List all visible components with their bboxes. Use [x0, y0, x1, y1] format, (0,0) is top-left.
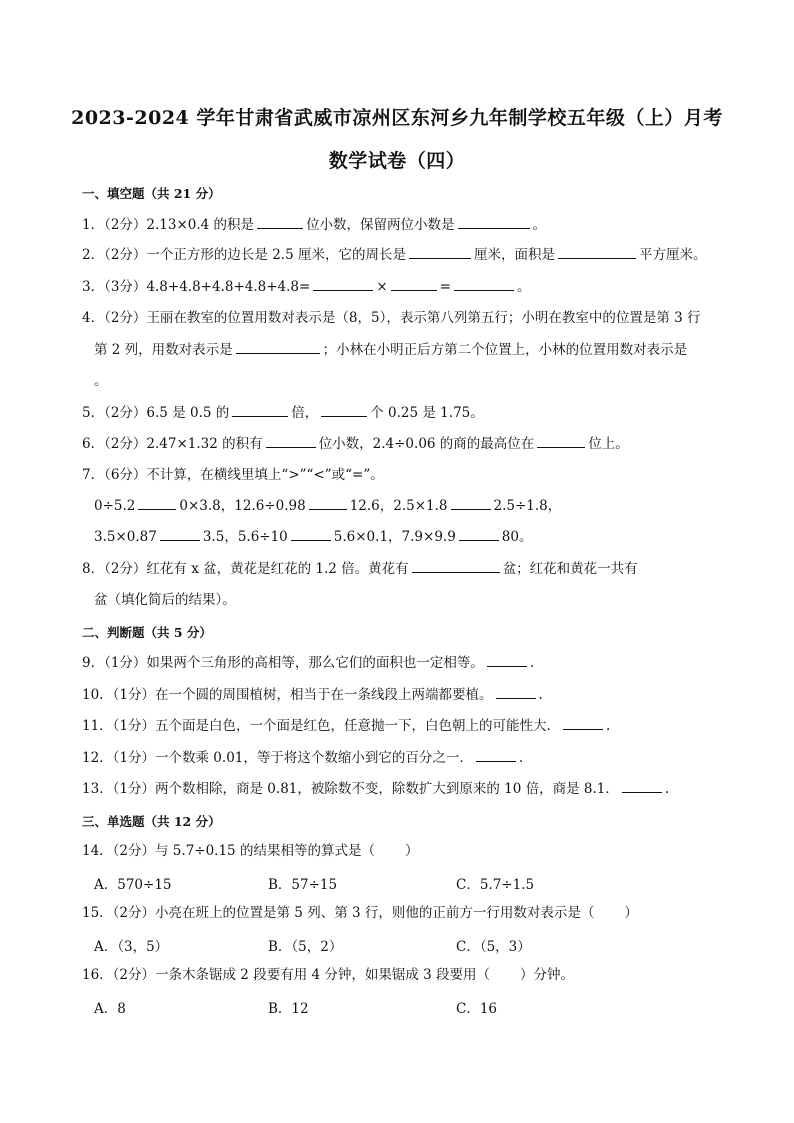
answer-blank: [454, 278, 514, 291]
exam-title-line2: 数学试卷（四）: [328, 150, 466, 172]
question-12: 12．（1分）一个数乘 0.01，等于将这个数缩小到它的百分之一． .: [82, 750, 524, 766]
answer-blank: [138, 497, 176, 510]
answer-blank: [409, 246, 471, 259]
question-3: 3．（3分）4.8+4.8+4.8+4.8+4.8= × = 。: [82, 279, 531, 295]
question-13: 13．（1分）两个数相除，商是 0.81，被除数不变，除数扩大到原来的 10 倍，商是 8.1． .: [82, 781, 670, 797]
exam-title-line1: 2023-2024 学年甘肃省武威市凉州区东河乡九年制学校五年级（上）月考: [71, 107, 723, 129]
option-a: A．8: [94, 1001, 126, 1017]
question-14: 14．（2分）与 5.7÷0.15 的结果相等的算式是（ ）: [82, 843, 419, 859]
section-fill-blank-heading: 一、填空题（共 21 分）: [82, 186, 221, 201]
answer-blank: [236, 341, 320, 354]
question-5: 5．（2分）6.5 是 0.5 的 倍， 个 0.25 是 1.75。: [82, 405, 484, 421]
question-16: 16．（2分）一条木条锯成 2 段要有用 4 分钟，如果锯成 3 段要用（ ）分钟。: [82, 967, 575, 983]
question-10: 10．（1分）在一个圆的周围植树，相当于在一条线段上两端都要植。 .: [82, 687, 543, 703]
option-a: A．（3，5）: [94, 939, 169, 955]
answer-blank: [391, 278, 437, 291]
option-c: C．16: [456, 1001, 498, 1017]
answer-blank: [496, 686, 536, 699]
question-6: 6．（2分）2.47×1.32 的积有 位小数，2.4÷0.06 的商的最高位在 位上。: [82, 436, 629, 452]
question-1: 1．（2分）2.13×0.4 的积是 位小数，保留两位小数是 。: [82, 217, 547, 233]
answer-blank: [487, 654, 527, 667]
answer-blank: [266, 435, 316, 448]
answer-blank: [291, 528, 331, 541]
section-true-false-heading: 二、判断题（共 5 分）: [82, 625, 212, 640]
question-7-line1: 7．（6分）不计算，在横线里填上“>”“<”或“=”。: [82, 467, 384, 483]
question-11: 11．（1分）五个面是白色，一个面是红色，任意抛一下，白色朝上的可能性大． .: [82, 718, 611, 734]
answer-blank: [412, 560, 500, 573]
question-8-line2: 盆（填化简后的结果）。: [94, 592, 236, 608]
question-7-row1: 0÷5.2 0×3.8，12.6÷0.98 12.6，2.5×1.8 2.5÷1.8，: [94, 498, 562, 514]
answer-blank: [563, 717, 603, 730]
answer-blank: [558, 246, 636, 259]
question-7-row2: 3.5×0.87 3.5，5.6÷10 5.6×0.1，7.9×9.9 80。: [94, 529, 533, 545]
answer-blank: [476, 749, 516, 762]
answer-blank: [309, 497, 347, 510]
answer-blank: [160, 528, 200, 541]
answer-blank: [537, 435, 585, 448]
section-single-choice-heading: 三、单选题（共 12 分）: [82, 814, 221, 829]
answer-blank: [313, 278, 373, 291]
question-8-line1: 8．（2分）红花有 x 盆，黄花是红花的 1.2 倍。黄花有 盆；红花和黄花一共有: [82, 561, 638, 577]
answer-blank: [622, 780, 662, 793]
option-a: A．570÷15: [94, 877, 172, 893]
option-b: B．（5，2）: [268, 939, 343, 955]
answer-blank: [232, 404, 288, 417]
question-4-line3: 。: [94, 373, 108, 389]
question-15: 15．（2分）小亮在班上的位置是第 5 列、第 3 行，则他的正前方一行用数对表示是（ ）: [82, 905, 638, 921]
answer-blank: [257, 216, 303, 229]
question-2: 2．（2分）一个正方形的边长是 2.5 厘米，它的周长是 厘米，面积是 平方厘米。: [82, 247, 707, 263]
question-9: 9．（1分）如果两个三角形的高相等，那么它们的面积也一定相等。 .: [82, 655, 535, 671]
answer-blank: [459, 528, 499, 541]
option-b: B．12: [268, 1001, 309, 1017]
option-c: C．（5，3）: [456, 939, 531, 955]
question-4-line1: 4．（2分）王丽在教室的位置用数对表示是（8，5），表示第八列第五行；小明在教室中的位置是第 3 行: [82, 310, 701, 326]
answer-blank: [321, 404, 367, 417]
option-c: C．5.7÷1.5: [456, 877, 535, 893]
answer-blank: [451, 497, 491, 510]
answer-blank: [458, 216, 530, 229]
question-4-line2: 第 2 列，用数对表示是 ；小林在小明正后方第二个位置上，小林的位置用数对表示是: [94, 342, 688, 358]
option-b: B．57÷15: [268, 877, 338, 893]
